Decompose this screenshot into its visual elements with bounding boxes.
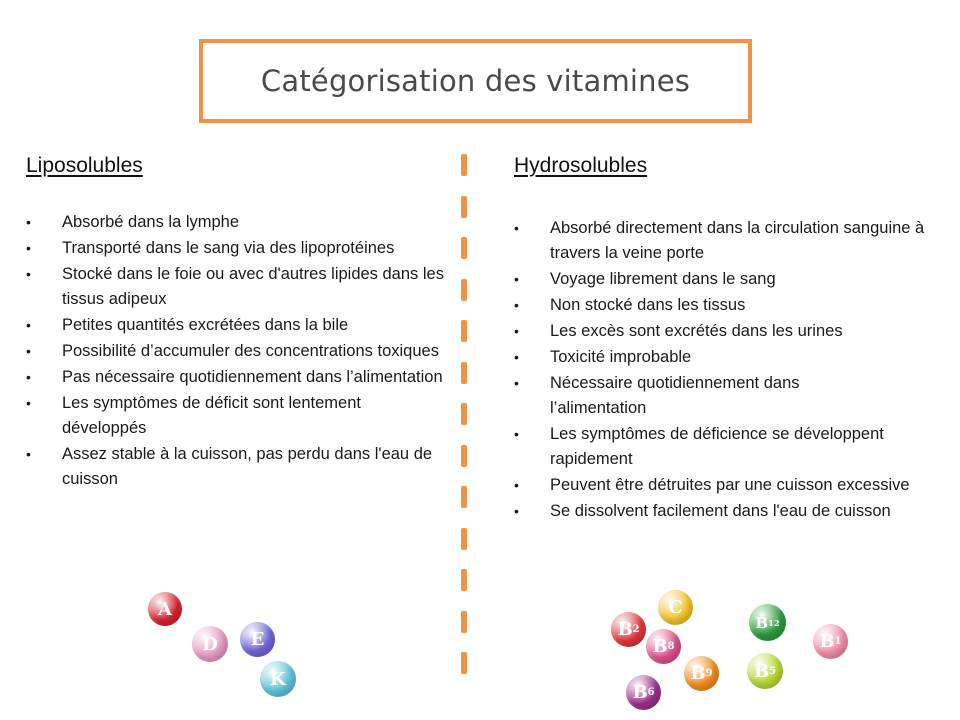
vitamin-b9-icon: B 9: [684, 656, 719, 691]
bullet-icon: •: [514, 349, 519, 365]
list-item: [26, 236, 446, 261]
bullet-icon: •: [26, 266, 31, 282]
liposolubles-column: [26, 154, 446, 493]
bullet-icon: •: [26, 446, 31, 462]
list-item: [26, 442, 446, 492]
bullet-icon: •: [514, 220, 519, 236]
liposolubles-heading: Liposolubles: [26, 154, 143, 177]
list-item-text: Les excès sont excrétés dans les urines: [550, 322, 843, 340]
bullet-icon: •: [514, 375, 519, 391]
hydrosolubles-list: [514, 216, 954, 524]
bullet-icon: •: [26, 240, 31, 256]
bullet-icon: •: [514, 323, 519, 339]
vitamin-a-icon: A: [148, 592, 182, 626]
vitamin-b8-icon: B 8: [646, 629, 681, 664]
divider-dash: [461, 279, 467, 301]
list-item-text: Peuvent être détruites par une cuisson excessive: [550, 476, 910, 494]
divider-dash: [461, 320, 467, 342]
bullet-icon: •: [514, 503, 519, 519]
bullet-icon: •: [26, 214, 31, 230]
divider-dash: [461, 362, 467, 384]
list-item: [514, 216, 954, 266]
list-item: [26, 313, 446, 338]
vitamin-b12-icon: B 12: [749, 604, 786, 641]
hydrosolubles-heading: Hydrosolubles: [514, 154, 648, 177]
list-item: [26, 262, 446, 312]
list-item: [514, 319, 954, 344]
page-title: Catégorisation des vitamines: [260, 64, 691, 98]
list-item: [26, 391, 446, 441]
divider-dash: [461, 403, 467, 425]
vitamin-b6-icon: B 6: [626, 675, 661, 710]
vitamin-d-icon: D: [192, 626, 228, 662]
bullet-icon: •: [26, 317, 31, 333]
bullet-icon: •: [26, 395, 31, 411]
divider-dash: [461, 569, 467, 591]
list-item-text: Pas nécessaire quotidiennement dans l’alimentation: [62, 368, 443, 386]
divider-dash: [461, 445, 467, 467]
bullet-icon: •: [514, 477, 519, 493]
list-item: [514, 473, 954, 498]
list-item-text: Nécessaire quotidiennement dans l’alimentation: [550, 374, 800, 417]
list-item: [514, 293, 954, 318]
list-item-text: Absorbé directement dans la circulation sanguine à travers la veine porte: [550, 219, 925, 262]
list-item: [26, 365, 446, 390]
divider-dash: [461, 196, 467, 218]
list-item-text: Les symptômes de déficit sont lentement développés: [62, 394, 361, 437]
divider-dash: [461, 611, 467, 633]
list-item: [514, 422, 954, 472]
title-box: [199, 39, 752, 123]
list-item-text: Voyage librement dans le sang: [550, 270, 776, 288]
divider-dash: [461, 237, 467, 259]
list-item: [514, 499, 954, 524]
vitamin-k-icon: K: [260, 661, 296, 697]
list-item: [514, 267, 954, 292]
list-item: [514, 345, 954, 370]
bullet-icon: •: [26, 343, 31, 359]
vitamin-b1-icon: B 1: [813, 624, 848, 659]
list-item-text: Stocké dans le foie ou avec d'autres lipides dans les tissus adipeux: [62, 265, 444, 308]
list-item-text: Non stocké dans les tissus: [550, 296, 746, 314]
hydrosolubles-column: [514, 154, 954, 525]
liposolubles-list: [26, 210, 446, 492]
bullet-icon: •: [514, 426, 519, 442]
divider-dash: [461, 652, 467, 674]
list-item-text: Petites quantités excrétées dans la bile: [62, 316, 349, 334]
list-item: [26, 339, 446, 364]
list-item-text: Toxicité improbable: [550, 348, 692, 366]
vitamin-b2-icon: B 2: [611, 612, 646, 647]
vitamin-e-icon: E: [240, 622, 275, 657]
divider-dash: [461, 154, 467, 176]
vitamin-b5-icon: B 5: [747, 653, 783, 689]
list-item-text: Les symptômes de déficience se développent rapidement: [550, 425, 884, 468]
divider-dash: [461, 486, 467, 508]
divider-dash: [461, 528, 467, 550]
vitamin-c-icon: C: [658, 590, 693, 625]
list-item-text: Se dissolvent facilement dans l'eau de cuisson: [550, 502, 891, 520]
list-item-text: Assez stable à la cuisson, pas perdu dans l'eau de cuisson: [62, 445, 433, 488]
list-item-text: Possibilité d’accumuler des concentrations toxiques: [62, 342, 439, 360]
list-item: [26, 210, 446, 235]
list-item-text: Absorbé dans la lymphe: [62, 213, 240, 231]
bullet-icon: •: [514, 297, 519, 313]
bullet-icon: •: [514, 271, 519, 287]
list-item: [514, 371, 954, 421]
bullet-icon: •: [26, 369, 31, 385]
list-item-text: Transporté dans le sang via des lipoprotéines: [62, 239, 395, 257]
dashed-divider: [461, 154, 467, 690]
